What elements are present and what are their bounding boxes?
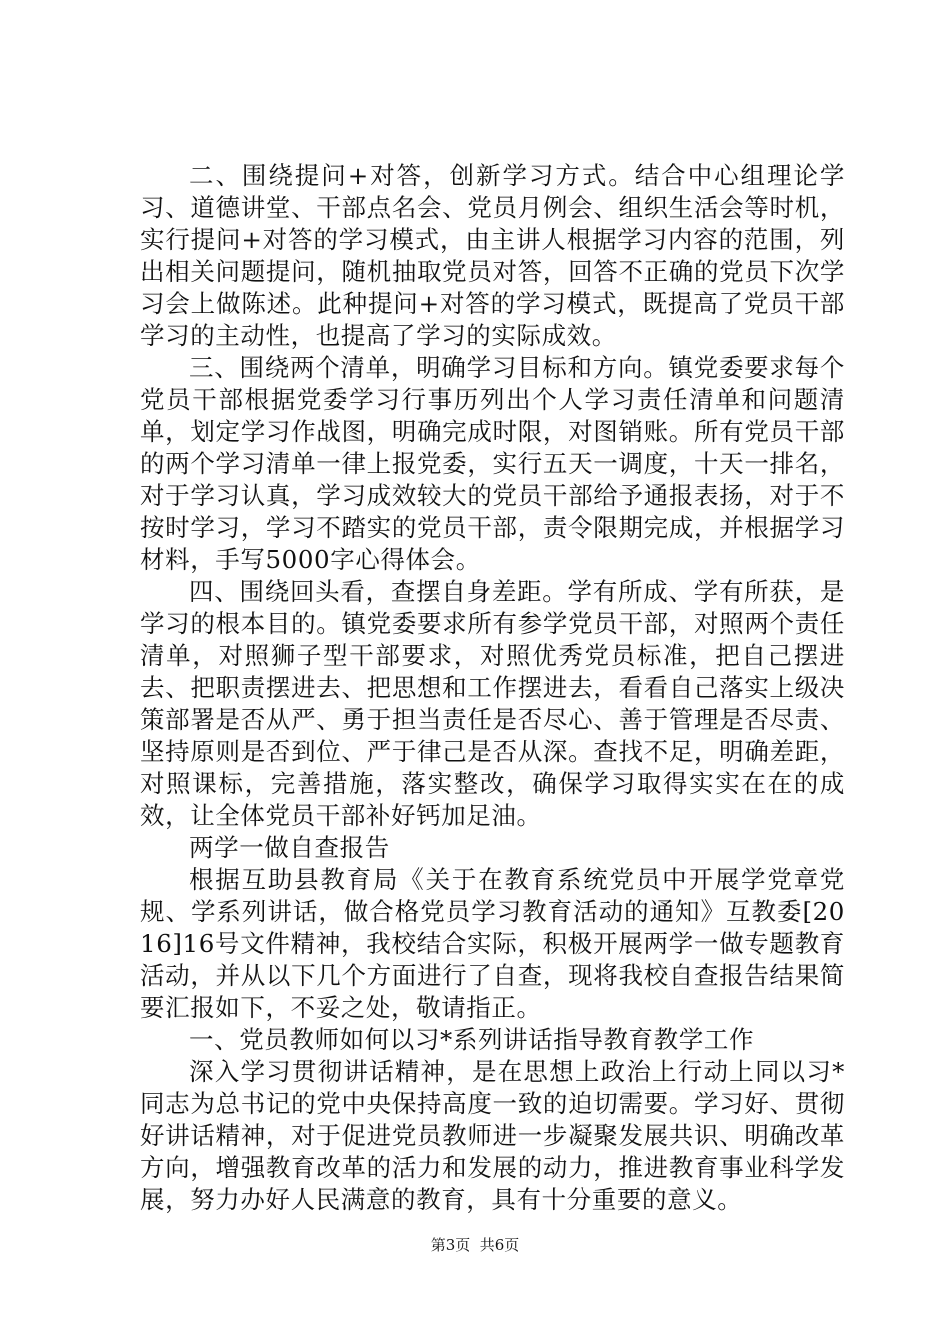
paragraph-study-spirit: 深入学习贯彻讲话精神，是在思想上政治上行动上同以习*同志为总书记的党中央保持高度一致的迫切需要。学习好、贯彻好讲话精神，对于促进党员教师进一步凝聚发展共识、明确改革方向，增强教育改革的活力和发展的动力，推进教育事业科学发展，努力办好人民满意的教育，具有十分重要的意义。: [140, 1057, 845, 1214]
page-number: 第3页 共6页: [430, 1236, 520, 1254]
section-heading-one: 一、党员教师如何以习*系列讲话指导教育教学工作: [189, 1025, 755, 1054]
document-body: [140, 160, 845, 1216]
report-title: 两学一做自查报告: [189, 833, 390, 862]
paragraph-section-three: 三、围绕两个清单，明确学习目标和方向。镇党委要求每个党员干部根据党委学习行事历列出个人学习责任清单和问题清单，划定学习作战图，明确完成时限，对图销账。所有党员干部的两个学习清单一律上报党委，实行五天一调度，十天一排名，对于学习认真，学习成效较大的党员干部给予通报表扬，对于不按时学习，学习不踏实的党员干部，责令限期完成，并根据学习材料，手写5000字心得体会。: [140, 353, 845, 574]
paragraph-section-two: 二、围绕提问+对答，创新学习方式。结合中心组理论学习、道德讲堂、干部点名会、党员月例会、组织生活会等时机，实行提问+对答的学习模式，由主讲人根据学习内容的范围，列出相关问题提问，随机抽取党员对答，回答不正确的党员下次学习会上做陈述。此种提问+对答的学习模式，既提高了党员干部学习的主动性，也提高了学习的实际成效。: [140, 161, 845, 350]
page-footer: [0, 1235, 950, 1255]
paragraph-section-four: 四、围绕回头看，查摆自身差距。学有所成、学有所获，是学习的根本目的。镇党委要求所有参学党员干部，对照两个责任清单，对照狮子型干部要求，对照优秀党员标准，把自己摆进去、把职责摆进去、把思想和工作摆进去，看看自己落实上级决策部署是否从严、勇于担当责任是否尽心、善于管理是否尽责、坚持原则是否到位、严于律己是否从深。查找不足，明确差距，对照课标，完善措施，落实整改，确保学习取得实实在在的成效，让全体党员干部补好钙加足油。: [140, 577, 845, 830]
paragraph-report-intro: 根据互助县教育局《关于在教育系统党员中开展学党章党规、学系列讲话，做合格党员学习教育活动的通知》互教委[2016]16号文件精神，我校结合实际，积极开展两学一做专题教育活动，并从以下几个方面进行了自查，现将我校自查报告结果简要汇报如下，不妥之处，敬请指正。: [140, 865, 845, 1022]
